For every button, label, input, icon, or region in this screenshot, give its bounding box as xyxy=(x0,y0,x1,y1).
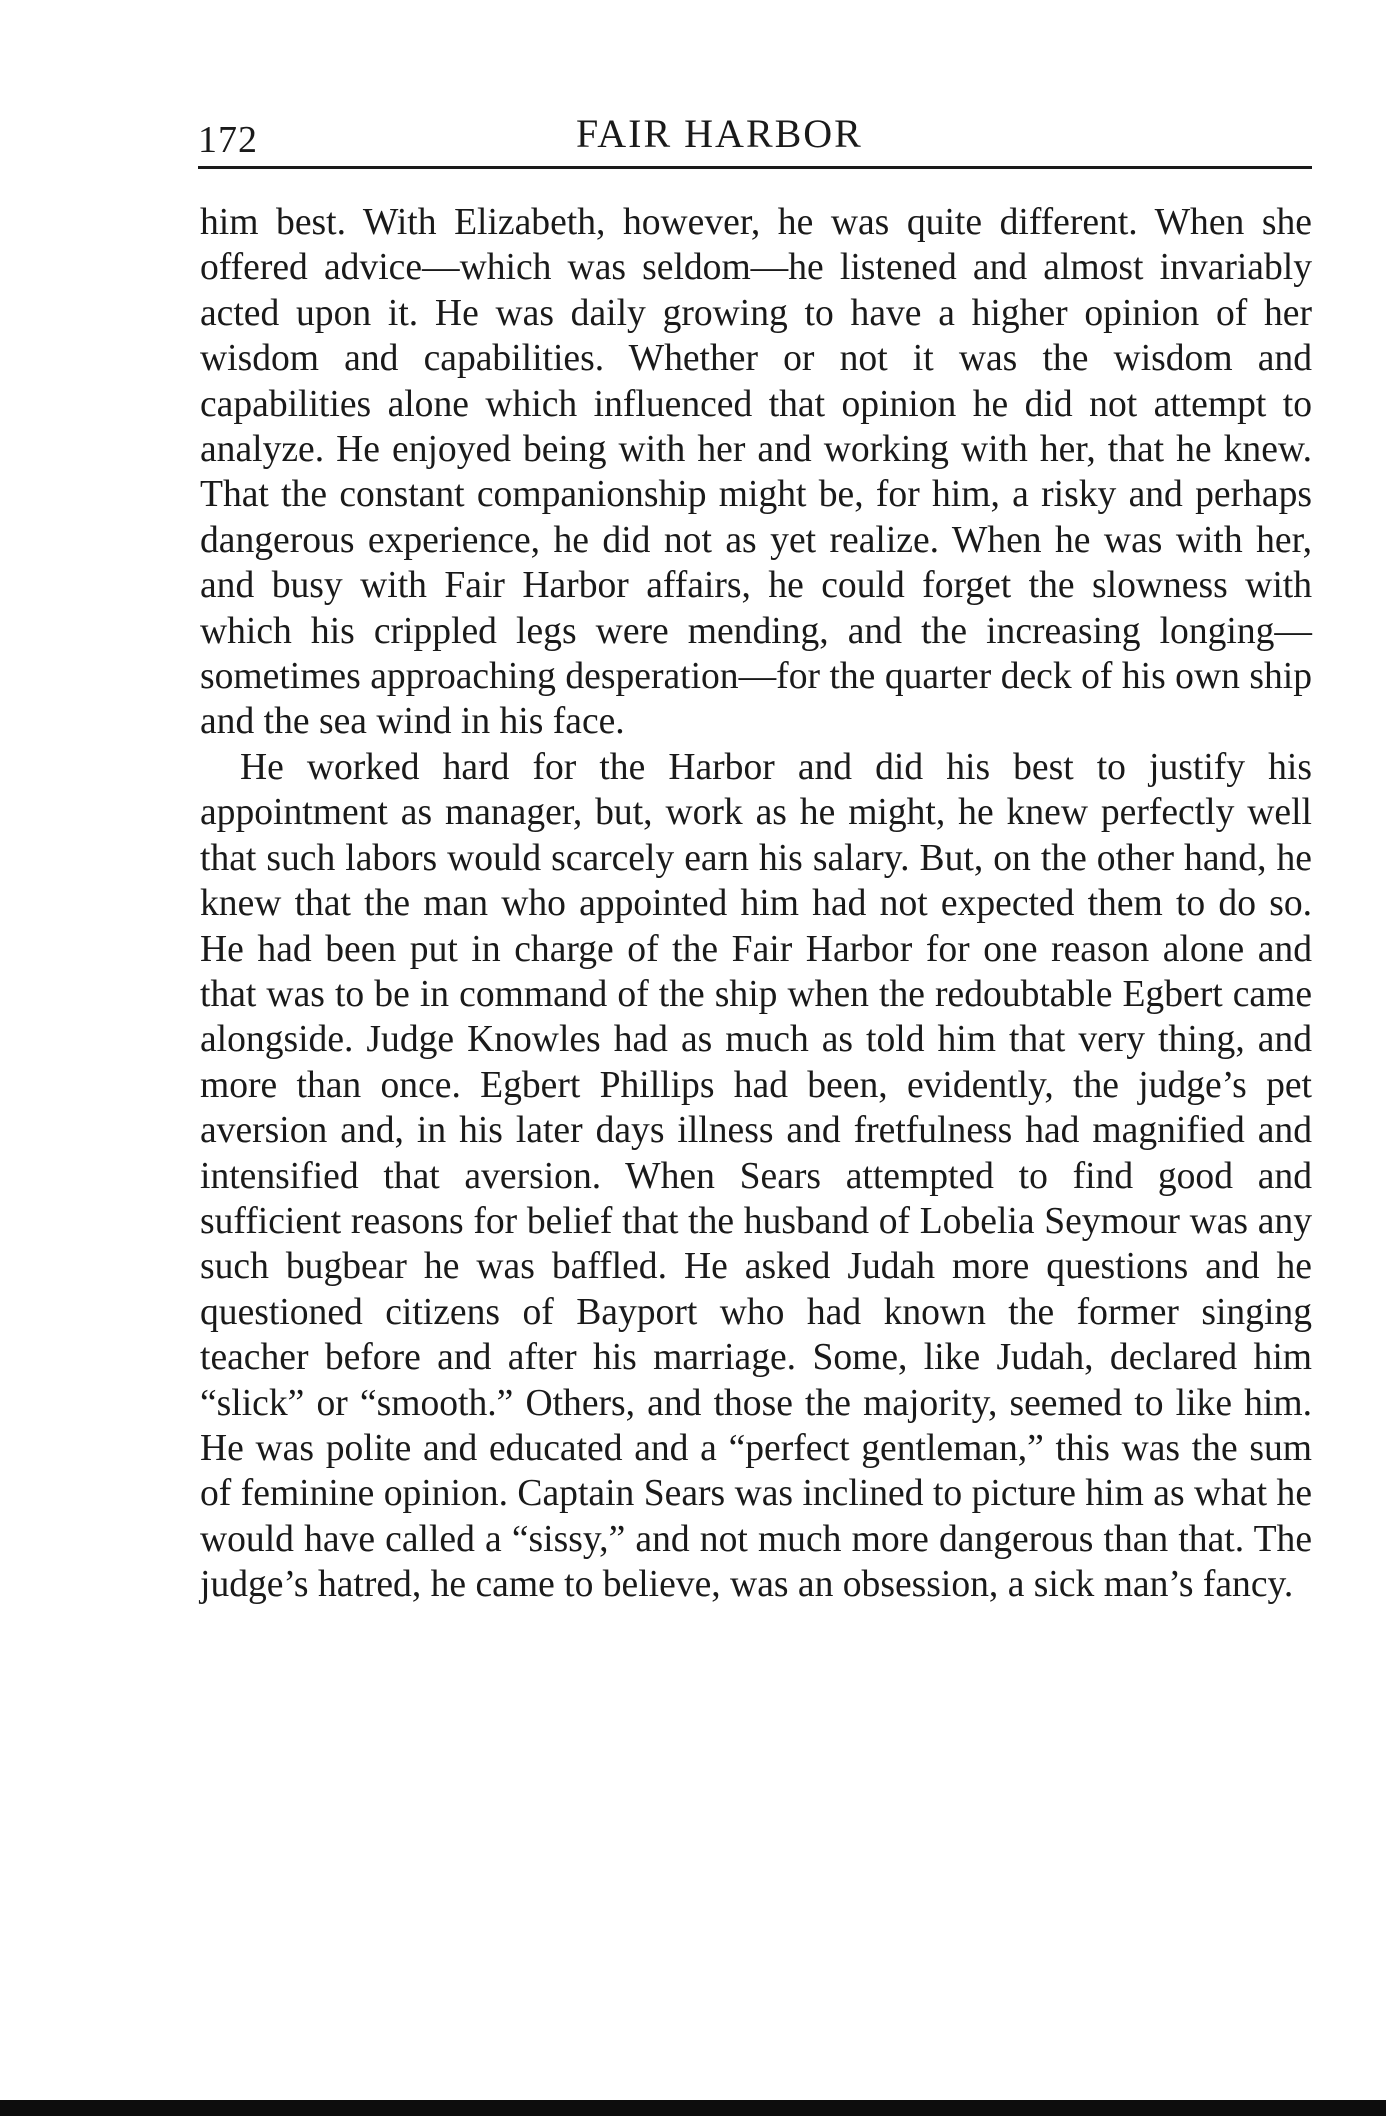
paragraph-2: He worked hard for the Harbor and did his best to justify his appointment as manager, but, work as he might, he knew perfectly well that such labors would scarcely earn his salary. But, on the other hand, he knew that the man who appointed him had not expected them to do so. He had been put in charge of the Fair Harbor for one reason alone and that was to be in command of the ship when the redoubtable Egbert came alongside. Judge Knowles had as much as told him that very thing, and more than once. Egbert Phillips had been, evidently, the judge’s pet aversion and, in his later days illness and fretfulness had magnified and intensified that aversion. When Sears attempted to find good and sufficient reasons for belief that the husband of Lobelia Seymour was any such bugbear he was baffled. He asked Judah more questions and he questioned citizens of Bayport who had known the former singing teacher before and after his marriage. Some, like Judah, declared him “slick” or “smooth.” Others, and those the majority, seemed to like him. He was polite and educated and a “perfect gentleman,” this was the sum of feminine opinion. Captain Sears was inclined to picture him as what he would have called a “sissy,” and not much more dangerous than that. The judge’s hatred, he came to believe, was an obsession, a sick man’s fancy. xyxy=(200,746,1312,1606)
running-title: FAIR HARBOR xyxy=(576,111,863,156)
body-text xyxy=(200,200,1312,1608)
paragraph-1: him best. With Elizabeth, however, he was quite different. When she offered advice—which was seldom—he listened and almost invariably acted upon it. He was daily growing to have a higher opinion of her wisdom and capabilities. Whether or not it was the wisdom and capabilities alone which influenced that opinion he did not attempt to analyze. He enjoyed being with her and working with her, that he knew. That the constant companionship might be, for him, a risky and perhaps dangerous experience, he did not as yet realize. When he was with her, and busy with Fair Harbor affairs, he could forget the slowness with which his crippled legs were mending, and the increasing longing—sometimes approaching desperation—for the quarter deck of his own ship and the sea wind in his face. xyxy=(200,202,1312,743)
page-header xyxy=(198,108,1312,168)
page-number: 172 xyxy=(198,119,258,161)
header-rule xyxy=(198,166,1312,169)
scan-bottom-edge xyxy=(0,2100,1386,2116)
